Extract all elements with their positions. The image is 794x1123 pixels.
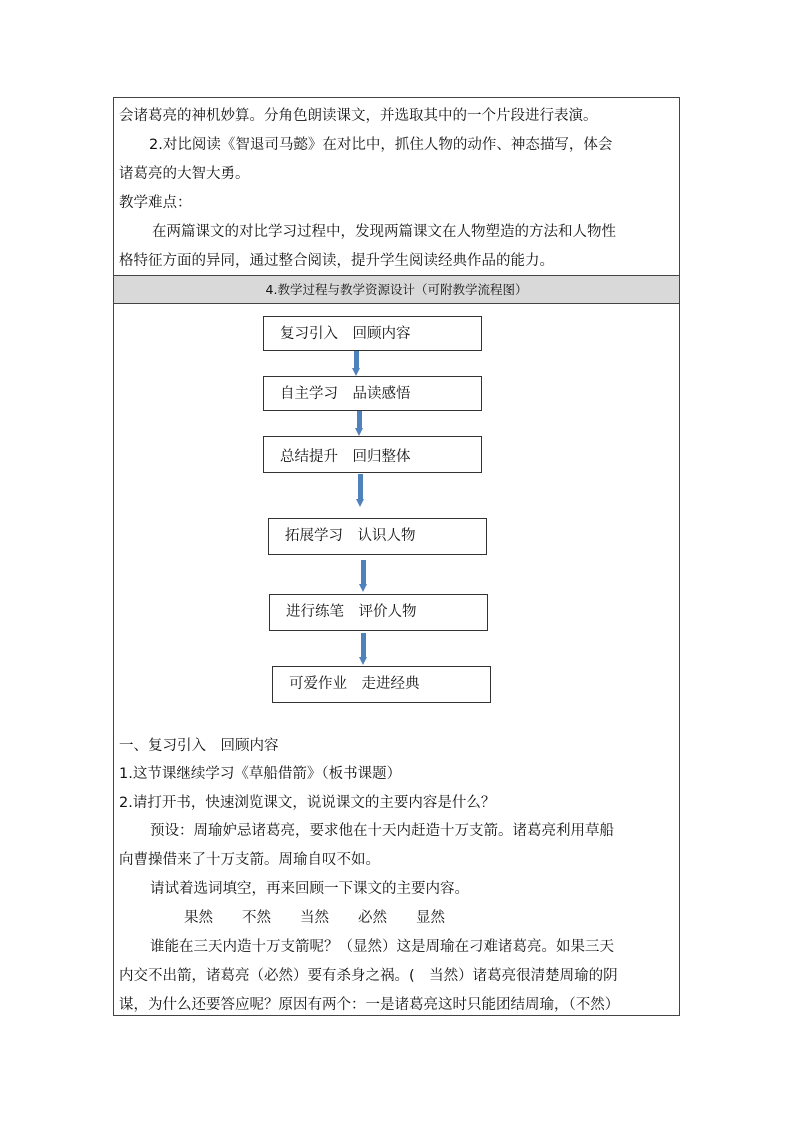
flow-arrow-3 <box>356 474 365 507</box>
difficulty-line-1: 在两篇课文的对比学习过程中，发现两篇课文在人物塑造的方法和人物性 <box>152 224 616 240</box>
process-item-2: 2.请打开书，快速浏览课文，说说课文的主要内容是什么？ <box>119 795 496 811</box>
difficulty-title: 教学难点： <box>119 195 192 211</box>
flow-arrow-2 <box>355 411 364 436</box>
word-options: 果然 不然 当然 必然 显然 <box>184 910 445 926</box>
flow-step-summary: 总结提升 回归整体 <box>263 436 482 473</box>
flow-step-self-study: 自主学习 品读感悟 <box>263 376 482 411</box>
difficulty-line-2: 格特征方面的异同，通过整合阅读，提升学生阅读经典作品的能力。 <box>119 253 554 269</box>
flow-arrow-4 <box>359 560 368 592</box>
flow-arrow-5 <box>359 633 368 665</box>
flow-step-homework: 可爱作业 走进经典 <box>272 666 491 703</box>
flow-step-review: 复习引入 回顾内容 <box>263 316 482 351</box>
objective-line-2: 2.对比阅读《智退司马懿》在对比中，抓住人物的动作、神态描写，体会 <box>149 137 613 153</box>
objective-line-3: 诸葛亮的大智大勇。 <box>119 166 250 182</box>
process-heading: 一、复习引入 回顾内容 <box>119 738 279 754</box>
preset-line-2: 向曹操借来了十万支箭。周瑜自叹不如。 <box>119 852 380 868</box>
preset-line-1: 预设：周瑜妒忌诸葛亮，要求他在十天内赶造十万支箭。诸葛亮利用草船 <box>150 823 614 839</box>
fill-line-3: 谋，为什么还要答应呢？原因有两个：一是诸葛亮这时只能团结周瑜，（不然） <box>119 997 620 1013</box>
objectives-cell <box>114 98 679 276</box>
objective-line-1: 会诸葛亮的神机妙算。分角色朗读课文，并选取其中的一个片段进行表演。 <box>119 108 598 124</box>
process-item-1: 1.这节课继续学习《草船借箭》（板书课题） <box>119 766 402 782</box>
flow-arrow-1 <box>352 351 361 376</box>
fill-line-1: 谁能在三天内造十万支箭呢？（显然）这是周瑜在刁难诸葛亮。如果三天 <box>150 939 614 955</box>
fill-instruction: 请试着选词填空，再来回顾一下课文的主要内容。 <box>150 881 469 897</box>
lesson-plan-table <box>113 97 680 1016</box>
section-header: 4.教学过程与教学资源设计（可附教学流程图） <box>114 276 679 304</box>
flow-step-writing: 进行练笔 评价人物 <box>269 594 488 631</box>
flow-step-extension: 拓展学习 认识人物 <box>268 518 487 555</box>
fill-line-2: 内交不出箭，诸葛亮（必然）要有杀身之祸。( 当然）诸葛亮很清楚周瑜的阴 <box>119 968 618 984</box>
